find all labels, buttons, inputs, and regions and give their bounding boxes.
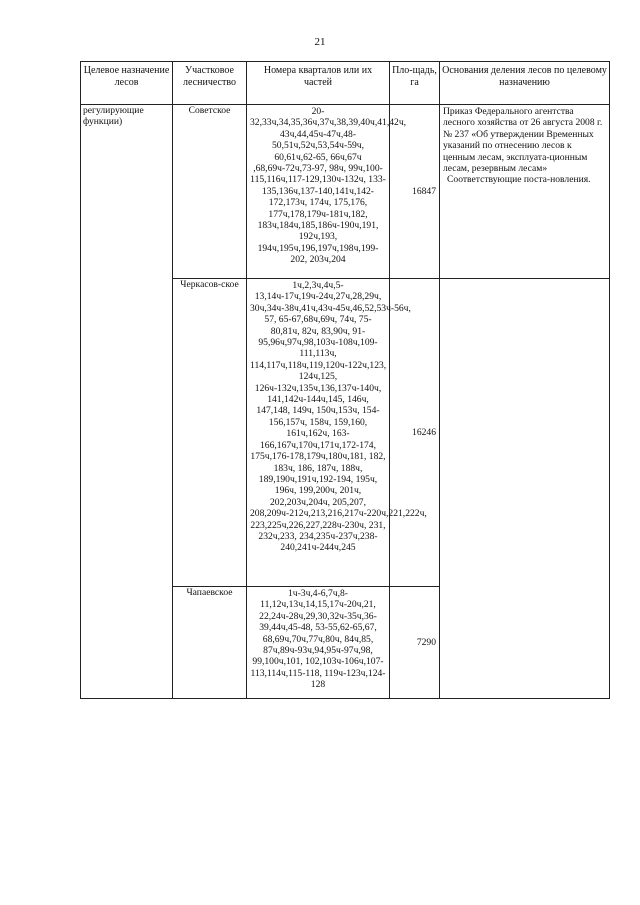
header-area: Пло-щадь, га: [390, 62, 440, 105]
basis-order: Приказ Федерального агентства лесного хозяйства от 26 августа 2008 г. № 237 «Об утверждении Временных указаний по отнесению лесов к ценным лесам, эксплуата-ционным лесам, резервным лесам»: [443, 106, 603, 175]
quarters-cell: 20-32,33ч,34,35,36ч,37ч,38,39,40ч,41,42ч, 43ч,44,45ч-47ч,48-50,51ч,52ч,53,54ч-59ч, 60,61ч,62-65, 66ч,67ч ,68,69ч-72ч,73-97, 98ч, 99ч,100-115,116ч,117-129,130ч-132ч, 133-135,136ч,137-140,141ч,142-172,173ч, 174ч, 175,176, 177ч,178,179ч-181ч,182, 183ч,184ч,185,186ч-190ч,191, 192ч,193, 194ч,195ч,196,197ч,198ч,199-202, 203ч,204: [247, 105, 390, 279]
area-cell: 16246: [390, 279, 440, 587]
district-cell: Чапаевское: [173, 587, 247, 699]
header-quarters: Номера кварталов или их частей: [247, 62, 390, 105]
basis-decisions: Соответствующие поста-новления.: [447, 174, 591, 186]
purpose-cell: регулирующие функции): [81, 105, 173, 699]
page-number: 21: [314, 36, 326, 48]
area-cell: 16847: [390, 105, 440, 279]
basis-cell: [440, 105, 610, 279]
district-cell: Советское: [173, 105, 247, 279]
forest-allocation-table: [80, 61, 610, 699]
quarters-cell: 1ч,2,3ч,4ч,5-13,14ч-17ч,19ч-24ч,27ч,28,29ч, 30ч,34ч-38ч,41ч,43ч-45ч,46,52,53ч-56ч, 57, 65-67,68ч,69ч, 74ч, 75-80,81ч, 82ч, 83,90ч, 91-95,96ч,97ч,98,103ч-108ч,109-111,113ч, 114,117ч,118ч,119,120ч-122ч,123, 124ч,125, 126ч-132ч,135ч,136,137ч-140ч, 141,142ч-144ч,145, 146ч, 147,148, 149ч, 150ч,153ч, 154-156,157ч, 158ч, 159,160, 161ч,162ч, 163-166,167ч,170ч,171ч,172-174, 175ч,176-178,179ч,180ч,181, 182, 183ч, 186, 187ч, 188ч, 189,190ч,191ч,192-194, 195ч, 196ч, 199,200ч, 201ч, 202,203ч,204ч, 205,207, 208,209ч-212ч,213,216,217ч-220ч,221,222ч, 223,225ч,226,227,228ч-230ч, 231, 232ч,233, 234,235ч-237ч,238-240,241ч-244ч,245: [247, 279, 390, 587]
header-purpose: Целевое назначение лесов: [81, 62, 173, 105]
area-cell: 7290: [390, 587, 440, 699]
quarters-cell: 1ч-3ч,4-6,7ч,8-11,12ч,13ч,14,15,17ч-20ч,21, 22,24ч-28ч,29,30,32ч-35ч,36-39,44ч,45-48, 53-55,62-65,67, 68,69ч,70ч,77ч,80ч, 84ч,85, 87ч,89ч-93ч,94,95ч-97ч,98, 99,100ч,101, 102,103ч-106ч,107-113,114ч,115-118, 119ч-123ч,124-128: [247, 587, 390, 699]
header-district: Участковое лесничество: [173, 62, 247, 105]
table-row: [81, 105, 610, 279]
basis-cell-empty: [440, 279, 610, 699]
header-basis: Основания деления лесов по целевому назначению: [440, 62, 610, 105]
district-cell: Черкасов-ское: [173, 279, 247, 587]
table-header-row: [81, 62, 610, 105]
